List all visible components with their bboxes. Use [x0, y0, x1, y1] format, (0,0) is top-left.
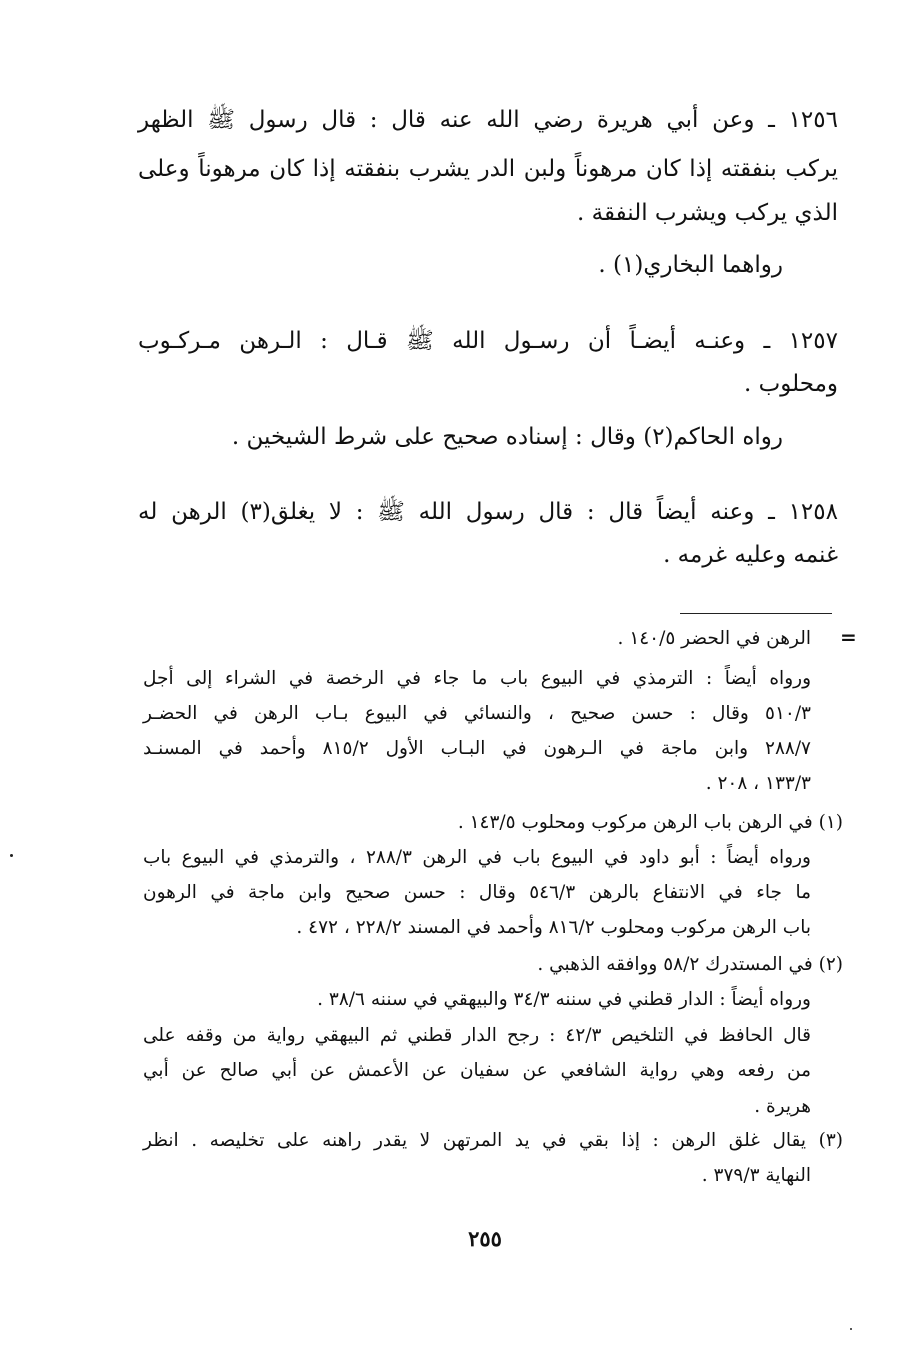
scan-speck [850, 1328, 852, 1330]
hadith-1256-source: رواهما البخاري(١) . [598, 252, 783, 278]
footnote-1-line-4: باب الرهن مركوب ومحلوب ٨١٦/٢ وأحمد في المسند ٢٢٨/٢ ، ٤٧٢ . [296, 917, 811, 938]
page-number: ٢٥٥ [468, 1226, 502, 1251]
footnote-separator [680, 613, 832, 614]
footnote-3-line-2: النهاية ٣٧٩/٣ . [701, 1165, 811, 1186]
hadith-1256-line-3: الذي يركب ويشرب النفقة . [577, 200, 838, 226]
footnote-2-line-5: هريرة . [754, 1096, 811, 1117]
hadith-1256-line-1: ١٢٥٦ ـ وعن أبي هريرة رضي الله عنه قال : قال رسول ﷺ الظهر [138, 107, 838, 133]
hadith-1258-line-2: غنمه وعليه غرمه . [663, 542, 838, 568]
footnote-prev-line-1: الرهن في الحضر ١٤٠/٥ . [617, 628, 811, 649]
footnote-2-line-2: ورواه أيضاً : الدار قطني في سننه ٣٤/٣ والبيهقي في سننه ٣٨/٦ . [317, 989, 811, 1010]
footnote-3-line-1: (٣) يقال غلق الرهن : إذا بقي في يد المرتهن لا يقدر راهنه على تخليصه . انظر [143, 1130, 843, 1151]
hadith-1257-line-2: ومحلوب . [743, 371, 838, 397]
footnote-prev-line-5: ١٣٣/٣ ، ٢٠٨ . [705, 773, 811, 794]
hadith-1257-line-1: ١٢٥٧ ـ وعنـه أيضـاً أن رسـول الله ﷺ قـال : الـرهن مـركـوب [138, 328, 838, 354]
footnote-1-line-2: ورواه أيضاً : أبو داود في البيوع باب في الرهن ٢٨٨/٣ ، والترمذي في البيوع باب [143, 847, 811, 868]
footnote-2-line-1: (٢) في المستدرك ٥٨/٢ ووافقه الذهبي . [537, 954, 843, 975]
footnote-1-line-1: (١) في الرهن باب الرهن مركوب ومحلوب ١٤٣/٥ . [457, 812, 843, 833]
footnote-1-line-3: ما جاء في الانتفاع بالرهن ٥٤٦/٣ وقال : حسن صحيح وابن ماجة في الرهون [143, 882, 811, 903]
footnote-2-line-3: قال الحافظ في التلخيص ٤٢/٣ : رجح الدار قطني ثم البيهقي رواية من وقفه على [143, 1025, 811, 1046]
footnote-prev-line-3: ٥١٠/٣ وقال : حسن صحيح ، والنسائي في البيوع بـاب الرهن في الحضـر [143, 703, 811, 724]
footnote-prev-line-4: ٢٨٨/٧ وابن ماجة في الـرهون في البـاب الأول ٨١٥/٢ وأحمد في المسنـد [143, 738, 811, 759]
scan-speck [10, 854, 13, 857]
hadith-1257-source: رواه الحاكم(٢) وقال : إسناده صحيح على شرط الشيخين . [231, 424, 783, 450]
footnote-continuation-mark: = [840, 625, 857, 649]
footnote-prev-line-2: ورواه أيضاً : الترمذي في البيوع باب ما جاء في الرخصة في الشراء إلى أجل [143, 668, 811, 689]
footnote-2-line-4: من رفعه وهي رواية الشافعي عن سفيان عن الأعمش عن أبي صالح عن أبي [143, 1060, 811, 1081]
hadith-1258-line-1: ١٢٥٨ ـ وعنه أيضاً قال : قال رسول الله ﷺ : لا يغلق(٣) الرهن له [138, 499, 838, 525]
hadith-1256-line-2: يركب بنفقته إذا كان مرهوناً ولبن الدر يشرب بنفقته إذا كان مرهوناً وعلى [138, 156, 838, 182]
